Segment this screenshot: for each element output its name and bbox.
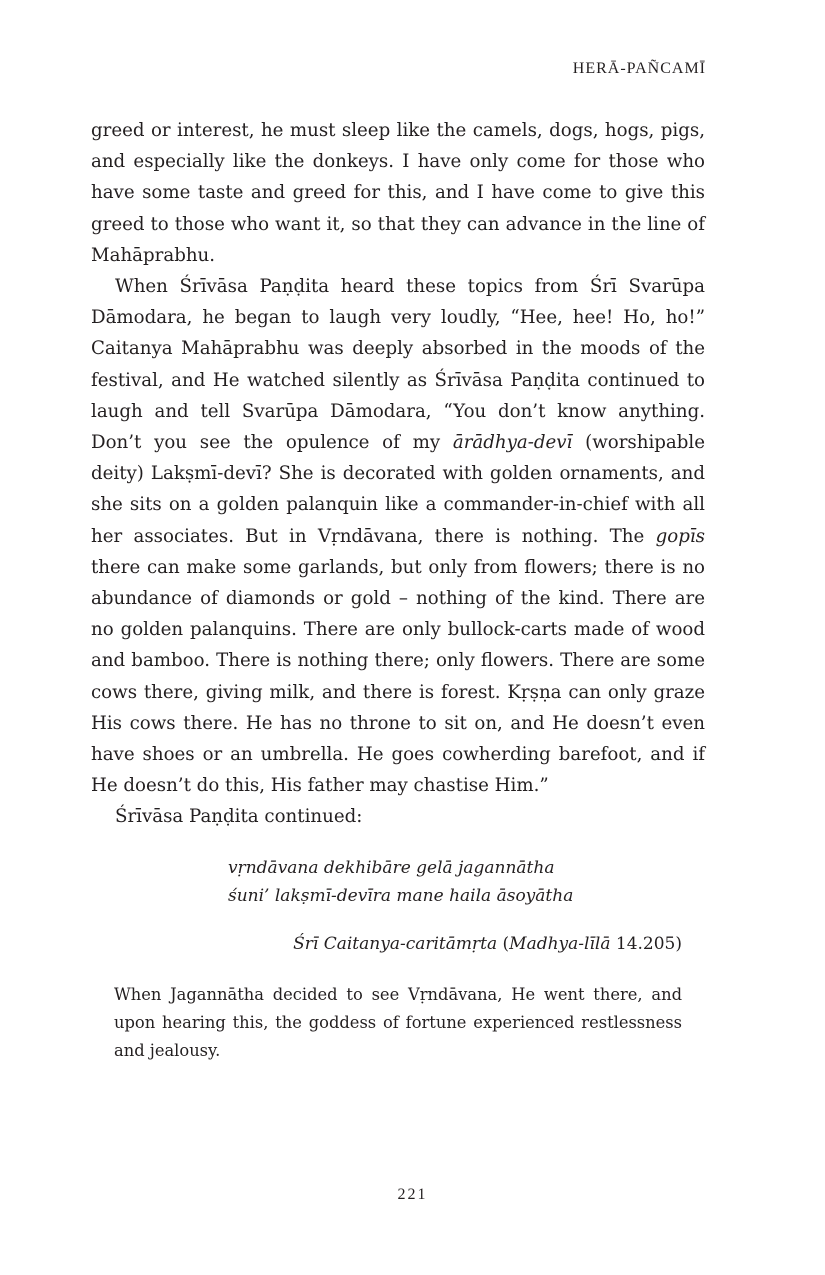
verse-translation: When Jagannātha decided to see Vṛndāvana, He went there, and upon hearing this, the goddess of fortune experienced restlessness and jealousy. (114, 985, 682, 1060)
paragraph-2-part-c: there can make some garlands, but only from flowers; there is no abundance of diamonds or gold – nothing of the kind. There are no golden palanquins. There are only bullock-carts made of wood and bamboo. There is nothing there; only flowers. There are some cows there, giving milk, and there is forest. Kṛṣṇa can only graze His cows there. He has no throne to sit on, and He doesn’t even have shoes or an umbrella. He goes cowherding barefoot, and if He doesn’t do this, His father may chastise Him.” (91, 556, 705, 797)
running-head: HERĀ-PAÑCAMĪ (572, 60, 706, 77)
body-text (91, 115, 705, 833)
source-number: 14.205 (615, 934, 676, 954)
paragraph-3: Śrīvāsa Paṇḍita continued: (115, 806, 363, 828)
paragraph-1: greed or interest, he must sleep like the camels, dogs, hogs, pigs, and especially like the donkeys. I have only come for those who have some taste and greed for this, and I have come to give this greed to those who want it, so that they can advance in the line of Mahāprabhu. (91, 120, 705, 266)
paragraph-2-part-b: (worshipable deity) Lakṣmī-devī? She is decorated with golden ornaments, and she sits on a golden palanquin like a commander-in-chief with all her associates. But in Vṛndāvana, there is nothing. The (91, 432, 705, 547)
paragraph-2 (91, 271, 705, 801)
paragraph-2-part-a: When Śrīvāsa Paṇḍita heard these topics from Śrī Svarūpa Dāmodara, he began to laugh very loudly, “Hee, hee! Ho, ho!” Caitanya Mahāprabhu was deeply absorbed in the moods of the festival, and He watched silently as Śrīvāsa Paṇḍita continued to laugh and tell Svarūpa Dāmodara, “You don’t know anything. Don’t you see the opulence of my (91, 276, 705, 454)
verse-source: Śrī Caitanya-caritāmṛta (Madhya-līlā 14.205) (293, 934, 682, 954)
term-gopis: gopīs (655, 525, 705, 547)
page-number: 221 (397, 1186, 428, 1203)
verse-line-1: vṛndāvana dekhibāre gelā jagannātha (228, 858, 555, 878)
verse-line-2: śuni’ lakṣmī-devīra mane haila āsoyātha (228, 886, 574, 906)
source-title: Śrī Caitanya-caritāmṛta (293, 934, 498, 954)
source-book: Madhya-līlā (509, 934, 611, 954)
verse (228, 854, 573, 910)
term-aradhya-devi: ārādhya-devī (452, 432, 573, 454)
